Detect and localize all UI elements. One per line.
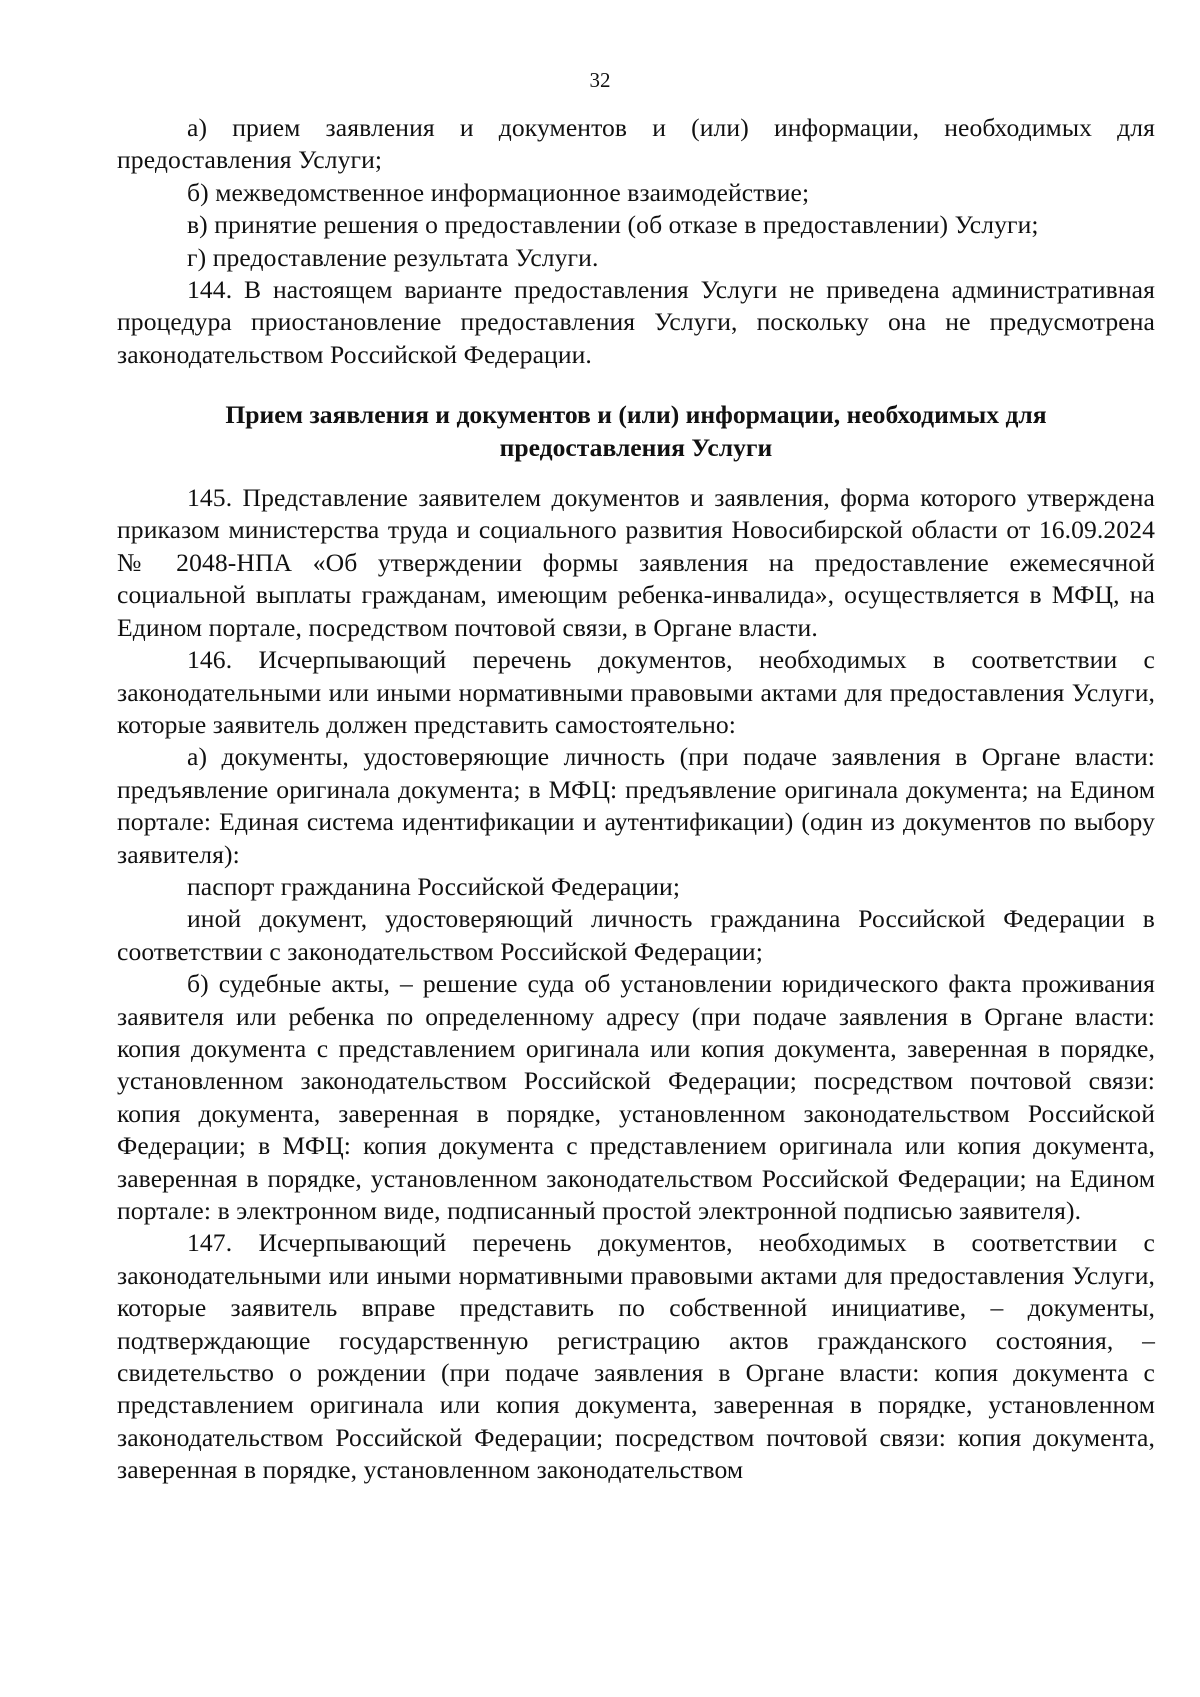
list-item-a: а) прием заявления и документов и (или) информации, необходимых для предоставления Услуги;: [117, 113, 1155, 175]
list-item-b: б) межведомственное информационное взаимодействие;: [187, 177, 810, 207]
paragraph-146-a-passport: паспорт гражданина Российской Федерации;: [187, 871, 681, 901]
document-body: [117, 112, 1155, 1487]
paragraph-145: 145. Представление заявителем документов и заявления, форма которого утверждена приказом министерства труда и социального развития Новосибирской области от 16.09.2024 № 2048-НПА «Об утверждении формы заявления на предоставление ежемесячной социальной выплаты гражданам, имеющим ребенка-инвалида», осуществляется в МФЦ, на Едином портале, посредством почтовой связи, в Органе власти.: [117, 483, 1155, 642]
section-heading: [117, 399, 1155, 464]
paragraph-146-a: а) документы, удостоверяющие личность (при подаче заявления в Органе власти: предъявление оригинала документа; в МФЦ: предъявление оригинала документа; на Едином портале: Единая система идентификации и аутентификации) (один из документов по выбору заявителя):: [117, 742, 1155, 869]
list-item-d: г) предоставление результата Услуги.: [187, 242, 599, 272]
section-heading-line2: предоставления Услуги: [499, 432, 773, 462]
page-number: 32: [589, 68, 611, 92]
paragraph-147: 147. Исчерпывающий перечень документов, необходимых в соответствии с законодательными или иными нормативными правовыми актами для предоставления Услуги, которые заявитель вправе представить по собственной инициативе, – документы, подтверждающие государственную регистрацию актов гражданского состояния, – свидетельство о рождении (при подаче заявления в Органе власти: копия документа с представлением оригинала или копия документа, заверенная в порядке, установленном законодательством Российской Федерации; посредством почтовой связи: копия документа, заверенная в порядке, установленном законодательством: [117, 1228, 1155, 1485]
paragraph-146-a-other-id: иной документ, удостоверяющий личность гражданина Российской Федерации в соответствии с законодательством Российской Федерации;: [117, 904, 1155, 966]
paragraph-146: 146. Исчерпывающий перечень документов, необходимых в соответствии с законодательными или иными нормативными правовыми актами для предоставления Услуги, которые заявитель должен представить самостоятельно:: [117, 645, 1155, 739]
paragraph-144: 144. В настоящем варианте предоставления Услуги не приведена административная процедура приостановление предоставления Услуги, поскольку она не предусмотрена законодательством Российской Федерации.: [117, 275, 1155, 369]
list-item-c: в) принятие решения о предоставлении (об отказе в предоставлении) Услуги;: [187, 210, 1039, 240]
paragraph-146-b: б) судебные акты, – решение суда об установлении юридического факта проживания заявителя или ребенка по определенному адресу (при подаче заявления в Органе власти: копия документа с представлением оригинала или копия документа, заверенная в порядке, установленном законодательством Российской Федерации; посредством почтовой связи: копия документа, заверенная в порядке, установленном законодательством Российской Федерации; в МФЦ: копия документа с представлением оригинала или копия документа, заверенная в порядке, установленном законодательством Российской Федерации; на Едином портале: в электронном виде, подписанный простой электронной подписью заявителя).: [117, 969, 1155, 1225]
section-heading-line1: Прием заявления и документов и (или) информации, необходимых для: [225, 400, 1047, 430]
